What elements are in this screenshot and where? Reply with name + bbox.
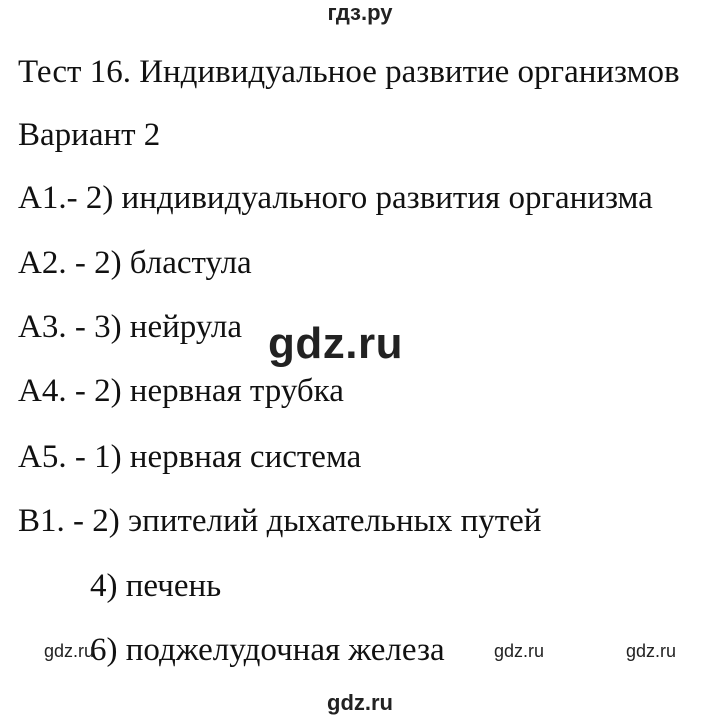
answer-a4: А4. - 2) нервная трубка: [18, 373, 344, 409]
answer-a5: А5. - 1) нервная система: [18, 439, 362, 475]
answer-b1: В1. - 2) эпителий дыхательных путей: [18, 503, 542, 539]
answer-a2: А2. - 2) бластула: [18, 245, 252, 281]
variant-label: Вариант 2: [18, 117, 161, 153]
answer-b1-item-4: 4) печень: [90, 568, 222, 604]
answer-a3: А3. - 3) нейрула: [18, 309, 243, 345]
answer-b1-item-6: 6) поджелудочная железа: [90, 632, 445, 668]
watermark-bottom: gdz.ru: [327, 690, 393, 715]
watermark-left: gdz.ru: [44, 641, 95, 661]
watermark-mid: gdz.ru: [494, 641, 545, 661]
watermark-center: gdz.ru: [268, 319, 403, 368]
document-title: Тест 16. Индивидуальное развитие организмов: [18, 54, 680, 90]
answer-a1: А1.- 2) индивидуального развития организма: [18, 180, 653, 216]
watermark-right: gdz.ru: [626, 641, 677, 661]
watermark-top: гдз.ру: [327, 0, 393, 25]
